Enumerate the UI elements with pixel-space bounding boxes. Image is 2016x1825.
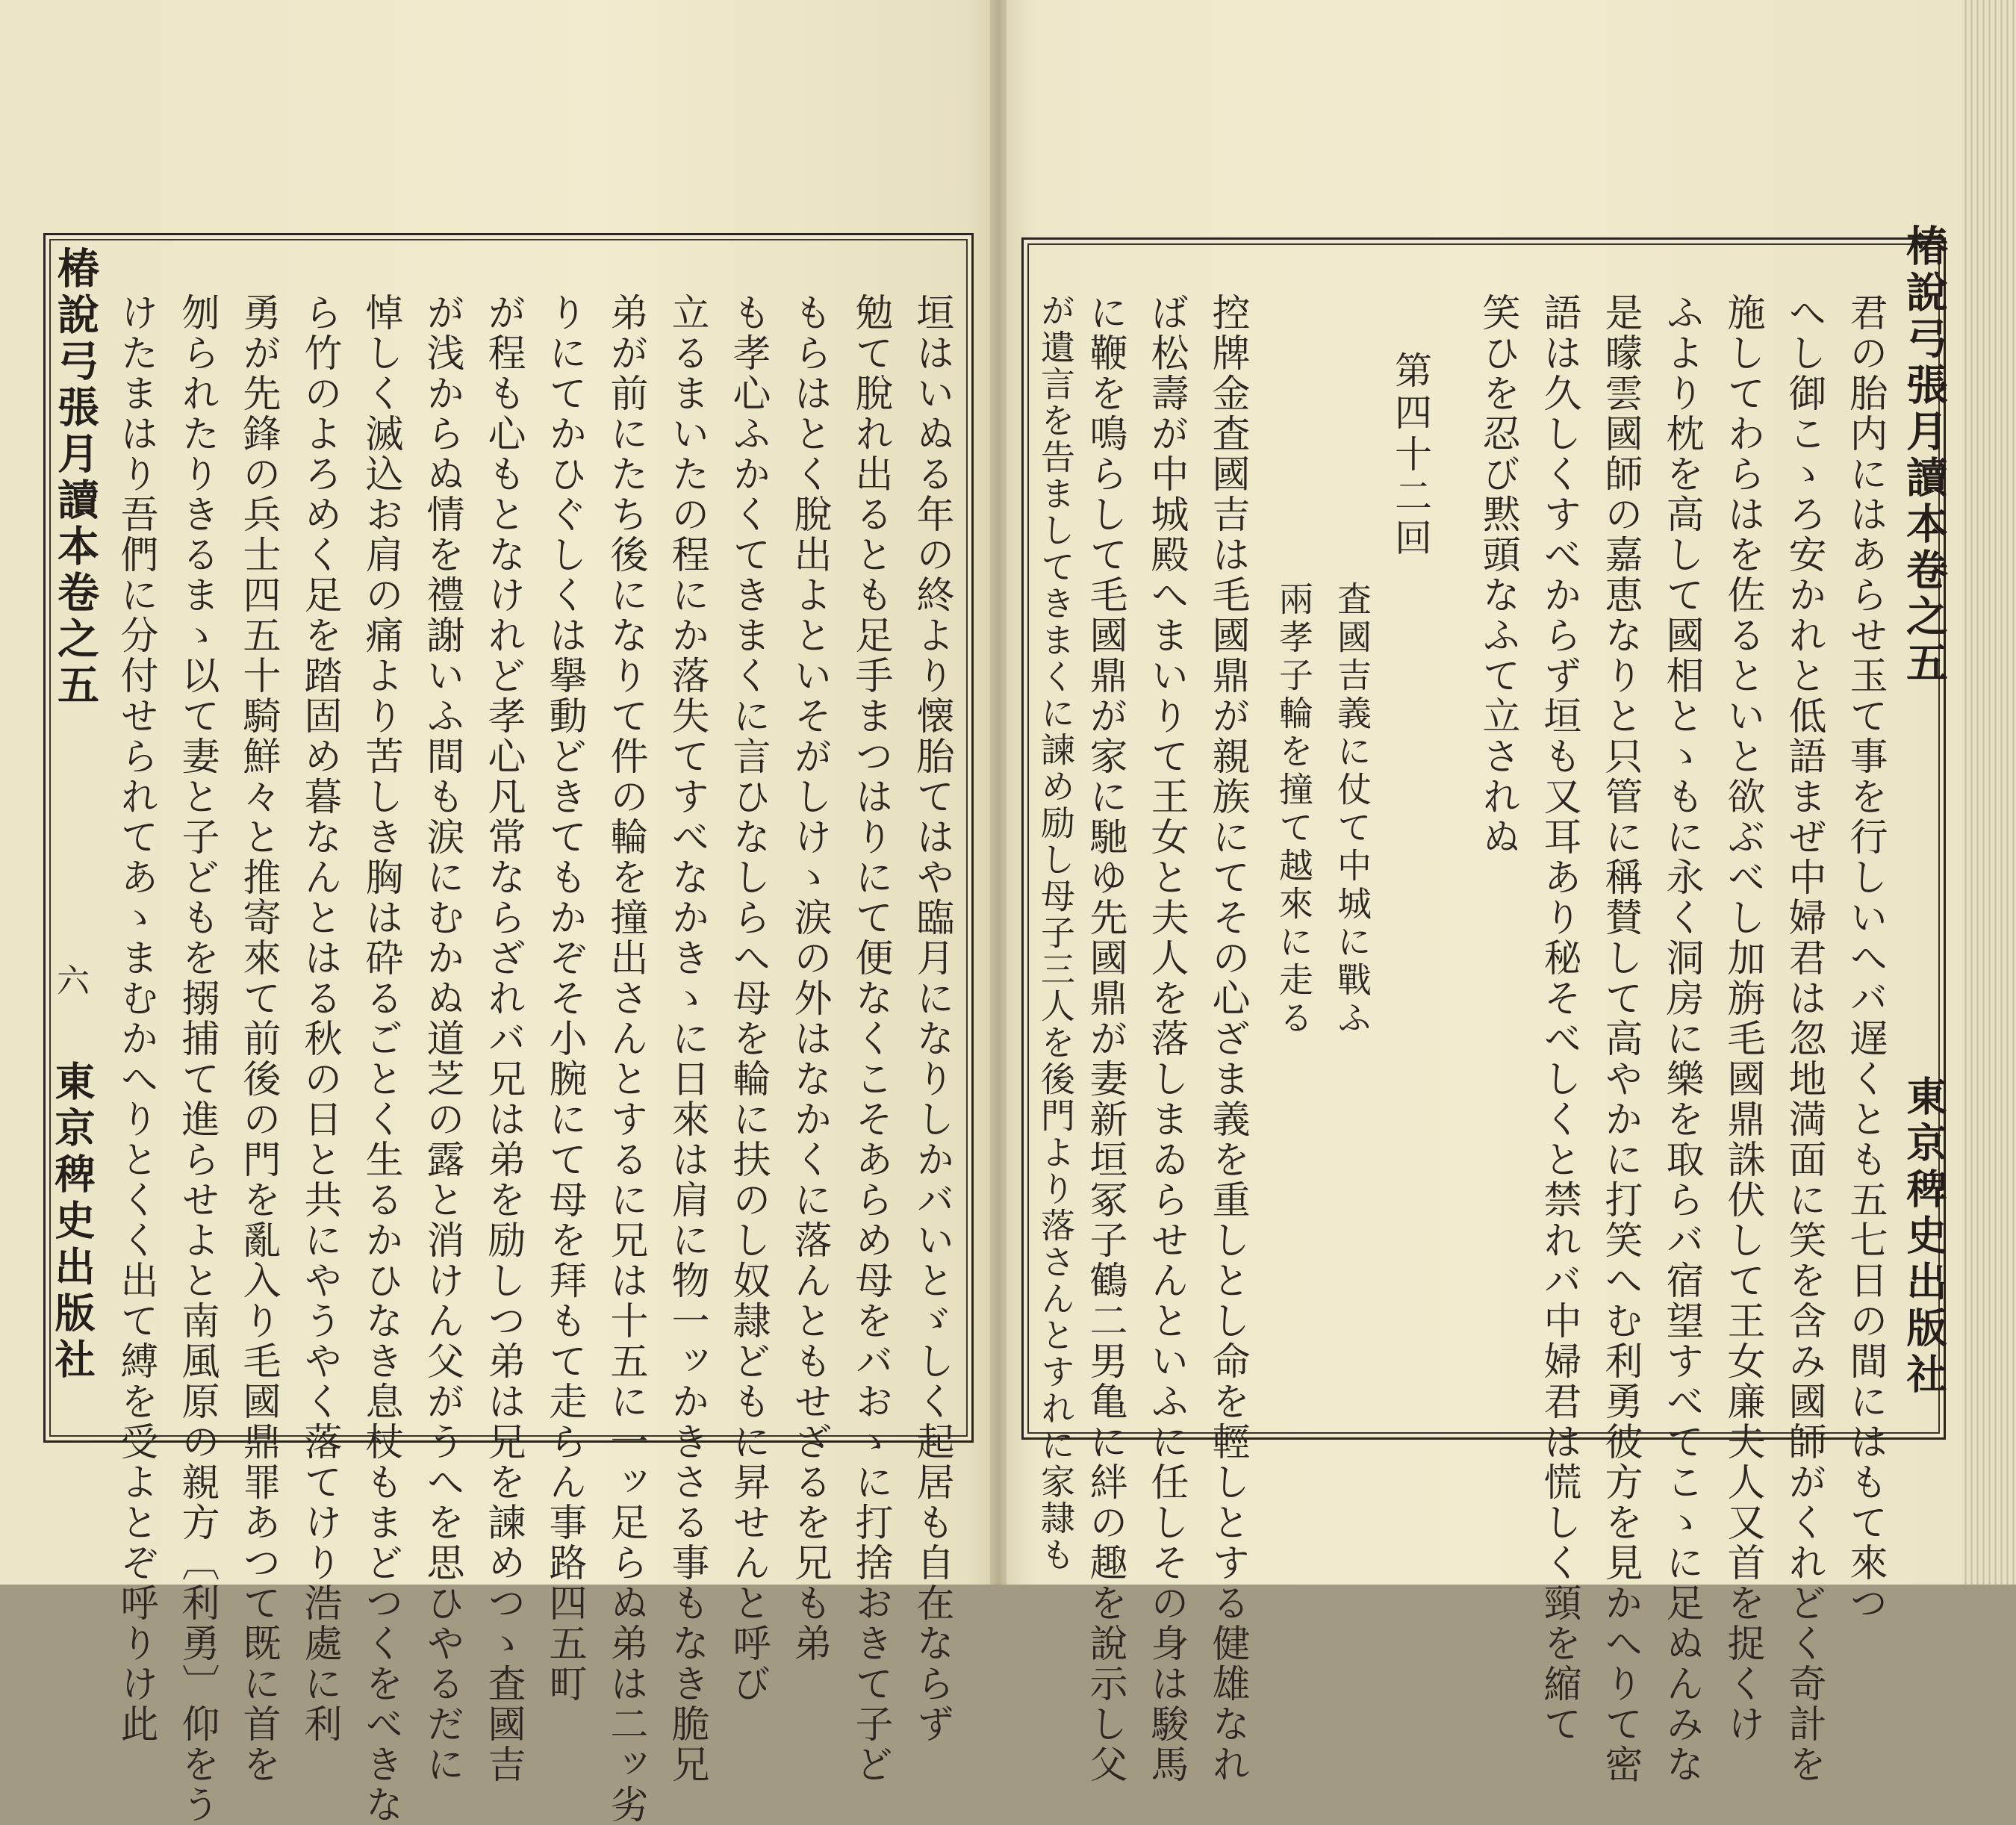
right-body-col-8: 控牌金査國吉は毛國鼎が親族にてその心ざま義を重しとし命を輕しとする健雄なれ xyxy=(1205,293,1249,1785)
right-body-col-6: 語は久しくすべからず垣も又耳あり秘そべしくと禁れバ中婦君は慌しく頸を縮て xyxy=(1537,293,1581,1744)
left-margin-title: 椿說弓張月讀本卷之五 xyxy=(51,246,100,709)
left-body-col-4: も孝心ふかくてきまくに言ひなしらへ母を輪に扶のし奴隷どもに昇せんと呼び xyxy=(726,293,770,1704)
left-folio: 六 xyxy=(51,963,89,998)
left-body-col-10: 悼しく滅込お肩の痛より苦しき胸は砕るごとく生るかひなき息杖もまどつくをべきな xyxy=(358,293,402,1825)
left-body-col-6: 弟が前にたち後になりて件の輪を撞出さんとするに兄は十五に一ッ足らぬ弟は二ッ劣 xyxy=(603,293,647,1825)
left-body-col-5: 立るまいたの程にか落失てすべなかきゝに日來は肩に物一ッかきさる事もなき脆兄 xyxy=(665,293,709,1785)
right-body-col-10: に鞭を鳴らして毛國鼎が家に馳ゆ先國鼎が妻新垣冢子鶴二男亀に絆の趣を說示し父 xyxy=(1083,293,1127,1785)
right-body-col-4: ふより枕を高して國相とゝもに永く洞房に樂を取らバ宿望すべてこゝに足ぬんみな xyxy=(1659,293,1703,1785)
right-body-col-5: 是曚雲國師の嘉恵なりと只管に稱賛して高やかに打笑へむ利勇彼方を見かへりて密 xyxy=(1598,293,1642,1785)
chapter-title-line-2: 兩孝子輪を撞て越來に走る xyxy=(1274,581,1314,1038)
left-body-col-1: 垣はいぬる年の終より懐胎てはや臨月になりしかバいとゞしく起居も自在ならず xyxy=(909,293,953,1744)
page-edges xyxy=(1961,0,2016,1585)
book-spine xyxy=(990,0,1007,1585)
left-body-col-13: 刎られたりきるまゝ以て妻と子どもを搦捕て進らせよと南風原の親方〔利勇〕仰をう xyxy=(175,293,219,1825)
right-body-col-3: 施してわらはを佐るといと欲ぶべし加旃毛國鼎誅伏して王女廉夫人又首を捉くけ xyxy=(1720,293,1764,1744)
left-body-col-3: もらはとく脫出よといそがしけゝ涙の外はなかくに落んともせざるを兄も弟 xyxy=(787,293,831,1664)
right-body-col-11: が遺言を告ましてきまくに諫め励し母子三人を後門より落さんとすれに家隷も xyxy=(1036,293,1076,1573)
left-body-col-12: 勇が先鋒の兵士四五十騎鮮々と推寄來て前後の門を亂入り毛國鼎罪あつて既に首を xyxy=(236,293,280,1785)
left-body-col-2: 勉て脫れ出るとも足手まつはりにて便なくこそあらめ母をバおゝに打捨おきて子ど xyxy=(848,293,892,1785)
right-body-col-9: ば松壽が中城殿へまいりて王女と夫人を落しまゐらせんといふに任しその身は駿馬 xyxy=(1144,293,1188,1785)
right-publisher: 東京稗史出版社 xyxy=(1900,1075,1948,1399)
left-publisher: 東京稗史出版社 xyxy=(49,1060,96,1384)
left-body-col-9: が浅からぬ情を禮謝いふ間も涙にむかぬ道芝の露と消けん父がうへを思ひやるだに xyxy=(420,293,464,1785)
chapter-title-line-1: 査國吉義に仗て中城に戰ふ xyxy=(1332,581,1372,1038)
right-body-col-2: へし御こゝろ安かれと低語まぜ中婦君は忽地満面に笑を含み國師がくれどく奇計を xyxy=(1782,293,1826,1785)
left-body-col-14: けたまはり吾們に分付せられてあゝまむかへりとくく出て縛を受よとぞ呼りけ此 xyxy=(113,293,158,1744)
right-margin-title: 椿說弓張月讀本卷之五 xyxy=(1900,224,1949,687)
left-body-col-11: ら竹のよろめく足を踏固め暮なんとはる秋の日と共にやうやく落てけり浩處に利 xyxy=(297,293,341,1744)
chapter-number: 第四十二回 xyxy=(1389,351,1432,560)
left-body-col-7: りにてかひぐしくは擧動どきてもかぞそ小腕にて母を拜もて走らん事路四五町 xyxy=(542,293,586,1704)
right-body-col-1: 君の胎内にはあらせ玉て事を行しいへバ遅くとも五七日の間にはもて來つ xyxy=(1843,293,1887,1623)
right-body-col-7: 笑ひを忍び黙頭なふて立されぬ xyxy=(1475,293,1519,857)
left-body-col-8: が程も心もとなけれど孝心凡常ならざれバ兄は弟を励しつ弟は兄を諫めつゝ査國吉 xyxy=(481,293,525,1785)
